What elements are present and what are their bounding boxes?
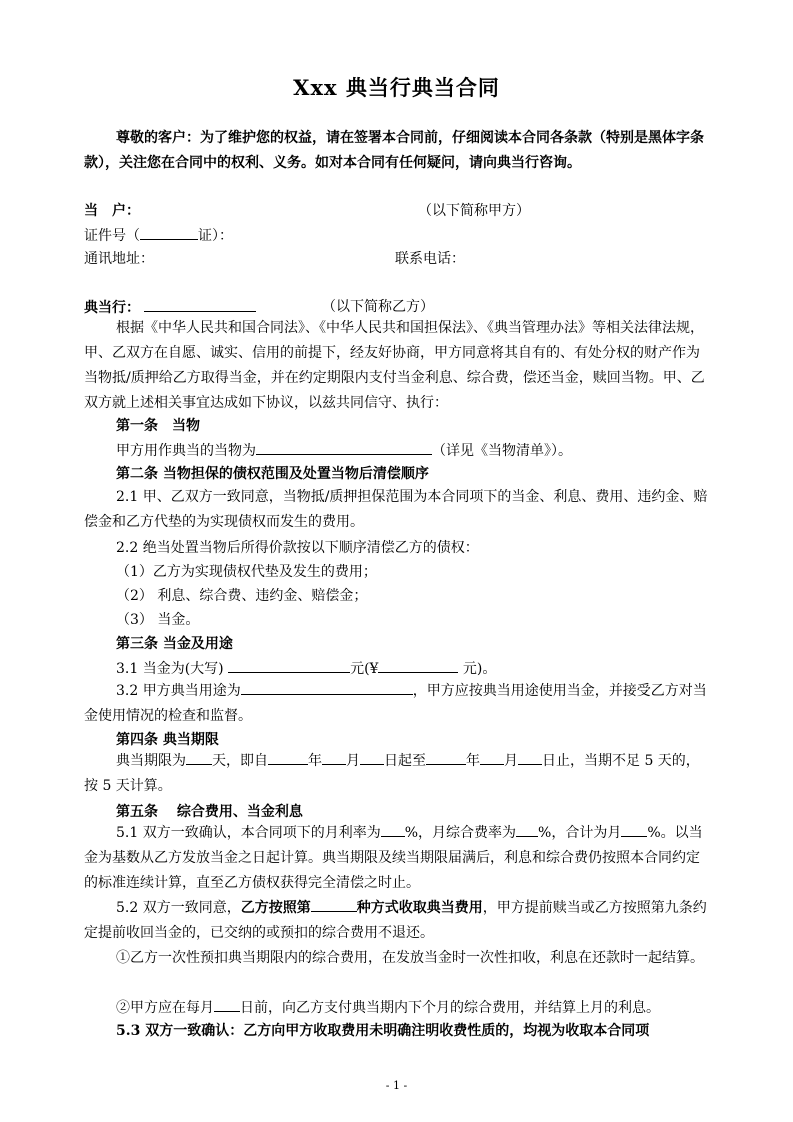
clause-5-2 bbox=[84, 896, 712, 946]
clause-3-2-text-a: 3.2 甲方典当用途为 bbox=[116, 683, 241, 699]
term-text-2: 天，即自 bbox=[212, 753, 268, 769]
article-1-text-b: （详见《当物清单》）。 bbox=[432, 443, 572, 459]
monthly-payment-day-blank[interactable] bbox=[214, 996, 240, 1012]
customer-notice: 尊敬的客户：为了维护您的权益，请在签署本合同前，仔细阅读本合同各条款（特别是黑体字条款），关注您在合同中的权利、义务。如对本合同有任何疑问，请向典当行咨询。 bbox=[84, 130, 704, 171]
term-text-1: 典当期限为 bbox=[116, 753, 186, 769]
term-text-3: 年 bbox=[308, 753, 322, 769]
article-1-text-a: 甲方用作典当的当物为 bbox=[116, 443, 256, 459]
clause-5-1 bbox=[84, 821, 712, 896]
clause-3-2-text-b: ，甲方应按典当用途使用当金，并接受乙方对当金使用情况的检查和监督。 bbox=[84, 683, 707, 724]
amount-words-blank[interactable] bbox=[228, 657, 350, 673]
article-5-heading: 第五条 综合费用、当金利息 bbox=[116, 804, 303, 820]
clause-3-1-text-a: 3.1 当金为(大写) bbox=[116, 661, 229, 677]
end-day-blank[interactable] bbox=[518, 749, 542, 765]
monthly-interest-rate-blank[interactable] bbox=[381, 821, 405, 837]
article-1-text bbox=[116, 439, 572, 462]
term-days-blank[interactable] bbox=[186, 749, 212, 765]
party-a-alias: （以下简称甲方） bbox=[418, 203, 530, 219]
fee-option-2 bbox=[116, 996, 660, 1019]
article-3-heading: 第三条 当金及用途 bbox=[116, 636, 233, 652]
clause-4-term bbox=[84, 749, 712, 799]
end-year-blank[interactable] bbox=[426, 749, 466, 765]
id-number-suffix: 证）： bbox=[198, 228, 233, 244]
clause-2-2-item-2: （2） 利息、综合费、违约金、赔偿金； bbox=[116, 588, 368, 604]
id-number-label: 证件号（ bbox=[84, 228, 140, 244]
clause-5-2-text-d: ，甲方提前赎当或乙方按照第九条约定提前收回当金的，已交纳的或预扣的综合费用不退还。 bbox=[84, 900, 707, 941]
clause-5-2-text-b: 乙方按照第 bbox=[240, 900, 311, 916]
monthly-fee-rate-blank[interactable] bbox=[516, 821, 538, 837]
pawn-item-blank[interactable] bbox=[256, 439, 432, 455]
clause-2-2-item-1: （1）乙方为实现债权代垫及发生的费用； bbox=[116, 564, 377, 580]
clause-2-1: 2.1 甲、乙双方一致同意，当物抵/质押担保范围为本合同项下的当金、利息、费用、违约金、赔偿金和乙方代垫的为实现债权而发生的费用。 bbox=[84, 489, 708, 530]
clause-3-1-text-b: 元(¥ bbox=[350, 661, 379, 677]
clause-5-2-text-a: 5.2 双方一致同意， bbox=[116, 900, 241, 916]
clause-5-2-text-c: 种方式收取典当费用 bbox=[356, 900, 483, 916]
id-number-line bbox=[84, 224, 233, 247]
phone-label: 联系电话： bbox=[395, 251, 465, 267]
article-2-heading: 第二条 当物担保的债权范围及处置当物后清偿顺序 bbox=[116, 466, 429, 482]
fee-option-2-text-a: ②甲方应在每月 bbox=[116, 1000, 214, 1016]
term-text-7: 月 bbox=[504, 753, 518, 769]
clause-5-1-text-b: %，月综合费率为 bbox=[404, 825, 517, 841]
term-text-5: 日起至 bbox=[384, 753, 426, 769]
start-month-blank[interactable] bbox=[322, 749, 346, 765]
clause-2-2: 2.2 绝当处置当物后所得价款按以下顺序清偿乙方的债权： bbox=[116, 540, 479, 556]
clause-3-1 bbox=[116, 657, 496, 680]
party-a-label: 当 户： bbox=[84, 203, 140, 219]
clause-5-1-text-d: %。以当金为基数从乙方发放当金之日起计算。典当期限及续当期限届满后，利息和综合费仍按照本合同约定的标准连续计算，直至乙方债权获得完全清偿之时止。 bbox=[84, 825, 703, 891]
address-label: 通讯地址： bbox=[84, 251, 154, 267]
id-type-blank[interactable] bbox=[140, 224, 198, 240]
start-day-blank[interactable] bbox=[360, 749, 384, 765]
preamble: 根据《中华人民共和国合同法》、《中华人民共和国担保法》、《典当管理办法》等相关法律法规，甲、乙双方在自愿、诚实、信用的前提下，经友好协商，甲方同意将其自有的、有处分权的财产作为当物抵/质押给乙方取得当金，并在约定期限内支付当金利息、综合费，偿还当金，赎回当物。甲、乙双方就上述相关事宜达成如下协议，以兹共同信守、执行： bbox=[84, 320, 705, 411]
term-text-4: 月 bbox=[346, 753, 360, 769]
article-1-heading: 第一条 当物 bbox=[116, 418, 200, 434]
fee-option-1: ①乙方一次性预扣典当期限内的综合费用，在发放当金时一次性扣收，利息在还款时一起结算。 bbox=[116, 950, 704, 966]
clause-3-1-text-c: 元)。 bbox=[458, 661, 497, 677]
clause-2-2-item-3: （3） 当金。 bbox=[116, 612, 200, 628]
clause-5-3: 5.3 双方一致确认：乙方向甲方收取费用未明确注明收费性质的，均视为收取本合同项 bbox=[116, 1023, 650, 1039]
article-4-heading: 第四条 典当期限 bbox=[116, 732, 219, 748]
party-b-name-blank[interactable] bbox=[144, 296, 256, 312]
party-a-line bbox=[84, 200, 140, 222]
usage-purpose-blank[interactable] bbox=[241, 679, 413, 695]
start-year-blank[interactable] bbox=[268, 749, 308, 765]
fee-option-2-text-b: 日前，向乙方支付典当期内下个月的综合费用，并结算上月的利息。 bbox=[240, 1000, 660, 1016]
fee-method-blank[interactable] bbox=[311, 896, 357, 912]
page-title: Xxx 典当行典当合同 bbox=[293, 75, 500, 100]
party-b-label: 典当行： bbox=[84, 300, 140, 316]
end-month-blank[interactable] bbox=[480, 749, 504, 765]
term-text-8: 日止，当期不足 5 天的，按 5 天计算。 bbox=[84, 753, 700, 794]
clause-5-1-text-c: %，合计为月 bbox=[538, 825, 622, 841]
monthly-total-rate-blank[interactable] bbox=[621, 821, 647, 837]
amount-figures-blank[interactable] bbox=[378, 657, 458, 673]
clause-3-2 bbox=[84, 679, 712, 729]
page-number: - 1 - bbox=[385, 1079, 408, 1092]
clause-5-1-text-a: 5.1 双方一致确认，本合同项下的月利率为 bbox=[116, 825, 381, 841]
term-text-6: 年 bbox=[466, 753, 480, 769]
party-b-alias: （以下简称乙方） bbox=[322, 299, 434, 315]
